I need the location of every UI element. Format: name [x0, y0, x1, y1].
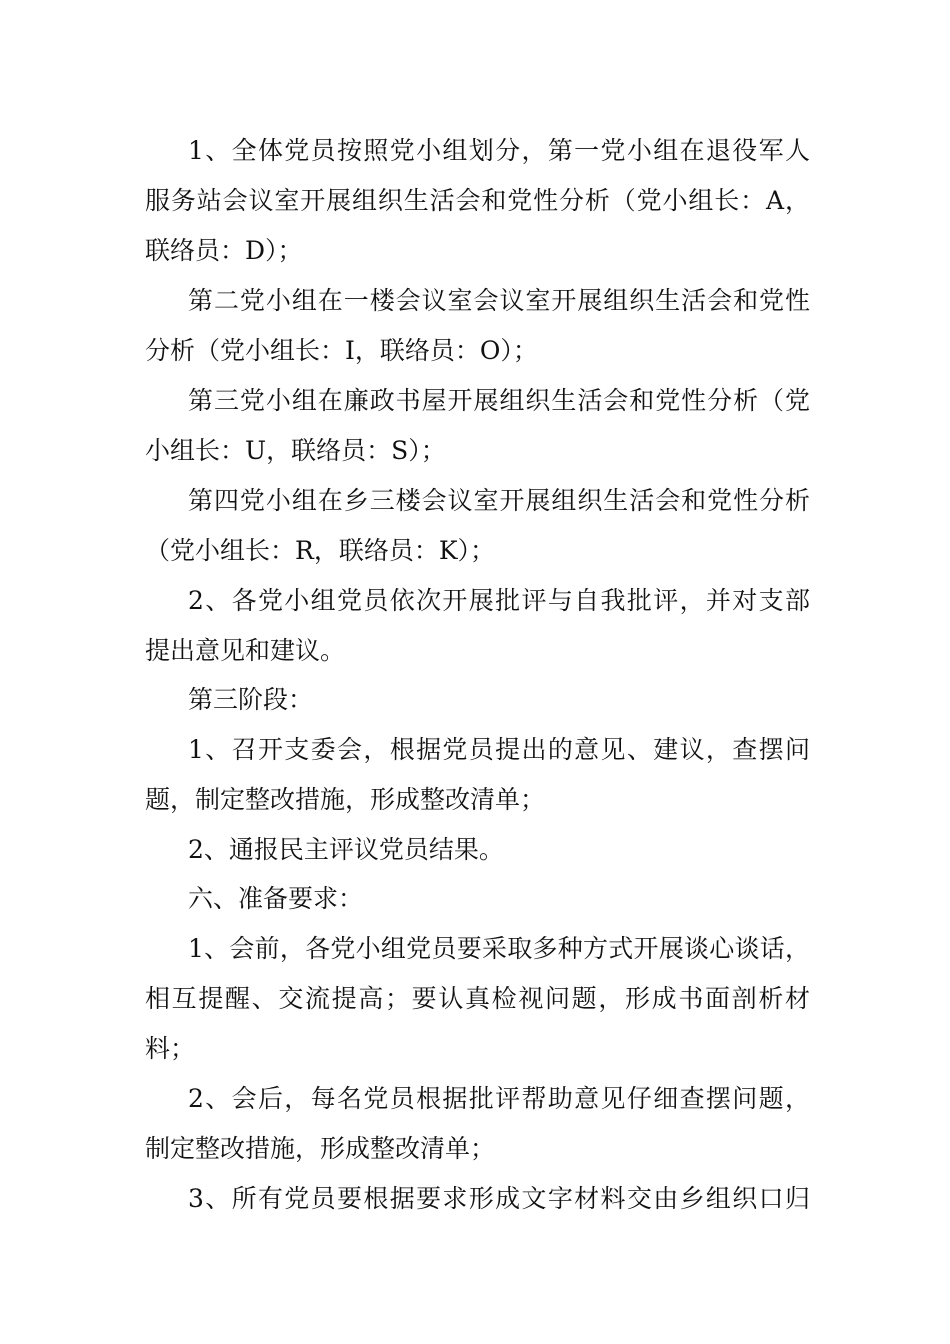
paragraph-line: 服务站会议室开展组织生活会和党性分析（党小组长：A， [145, 186, 810, 215]
paragraph-line: 1、全体党员按照党小组划分，第一党小组在退役军人 [188, 136, 810, 165]
paragraph-line: （党小组长：R，联络员：K）； [145, 536, 496, 565]
paragraph-line: 2、各党小组党员依次开展批评与自我批评，并对支部 [188, 586, 810, 615]
paragraph-line: 1、召开支委会，根据党员提出的意见、建议，查摆问 [188, 735, 810, 764]
paragraph-line: 料； [145, 1034, 196, 1063]
paragraph-line: 1、会前，各党小组党员要采取多种方式开展谈心谈话， [188, 934, 810, 963]
paragraph-line: 第二党小组在一楼会议室会议室开展组织生活会和党性 [188, 286, 810, 315]
paragraph-line: 2、通报民主评议党员结果。 [188, 835, 504, 864]
paragraph-line: 相互提醒、交流提高；要认真检视问题，形成书面剖析材 [145, 984, 810, 1013]
paragraph-line: 提出意见和建议。 [145, 636, 346, 665]
paragraph-line: 3、所有党员要根据要求形成文字材料交由乡组织口归 [188, 1184, 810, 1213]
paragraph-line: 分析（党小组长：I，联络员：O）； [145, 336, 538, 365]
paragraph-line: 第三党小组在廉政书屋开展组织生活会和党性分析（党 [188, 386, 810, 415]
paragraph-line: 2、会后，每名党员根据批评帮助意见仔细查摆问题， [188, 1084, 810, 1113]
paragraph-line: 小组长：U，联络员：S）； [145, 436, 446, 465]
paragraph-line: 制定整改措施，形成整改清单； [145, 1134, 496, 1163]
section-heading: 第三阶段： [188, 685, 314, 714]
paragraph-line: 题，制定整改措施，形成整改清单； [145, 785, 546, 814]
paragraph-line: 第四党小组在乡三楼会议室开展组织生活会和党性分析 [188, 486, 810, 515]
paragraph-line: 联络员：D）； [145, 236, 303, 265]
section-heading: 六、准备要求： [188, 884, 364, 913]
